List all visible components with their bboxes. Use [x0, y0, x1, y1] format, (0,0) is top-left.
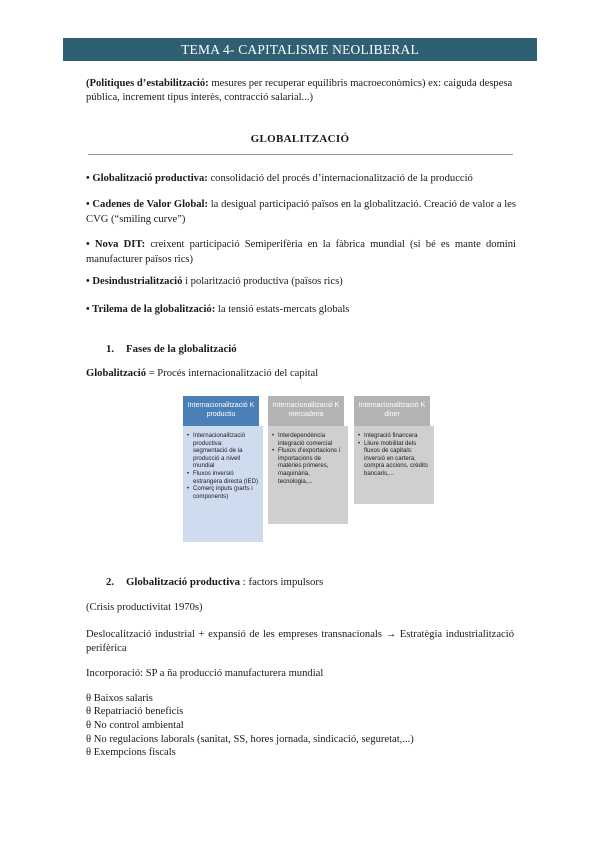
- diagram-column-body: [354, 426, 434, 504]
- definition-line: [86, 367, 514, 381]
- bullet-item: [86, 171, 516, 186]
- definition-term: Globalització: [86, 368, 147, 379]
- diagram-item: • Comerç inputs (parts i components): [187, 485, 259, 500]
- diagram-item: • Fluxos d’exportacions i importacions de matèries primeres, maquinària, tecnologia,...: [272, 447, 344, 485]
- subsection-number: 1.: [106, 343, 115, 355]
- factor-item: θ Exempcions fiscals: [86, 747, 176, 758]
- definition-text: = Procés internacionalització del capital: [146, 368, 319, 379]
- factor-item: θ No control ambiental: [86, 720, 184, 731]
- subsection-title-suffix: : factors impulsors: [240, 576, 324, 588]
- bullet-term: • Desindustrialització: [86, 276, 183, 287]
- globalization-phases-diagram: [183, 396, 433, 546]
- diagram-column-header: Internacionalització K mercaderia: [268, 396, 344, 426]
- intro-paragraph: [86, 77, 514, 105]
- bullet-text: consolidació del procés d’internacionalització de la producció: [207, 173, 473, 184]
- factor-item: θ Baixos salaris: [86, 693, 153, 704]
- deslocalitzacio-paragraph: Deslocalització industrial + expansió de les empreses transnacionals → Estratègia industrialització perifèrica: [86, 629, 514, 654]
- section-title: GLOBALITZACIÓ: [250, 133, 350, 145]
- bullet-term: • Trilema de la globalització:: [86, 304, 216, 315]
- diagram-item: • Internacionalització productiva: segmentació de la producció a nivell mundial: [187, 432, 259, 470]
- bullet-text: la tensió estats-mercats globals: [215, 304, 350, 315]
- subsection-number: 2.: [106, 576, 115, 588]
- subsection-heading: [106, 343, 237, 355]
- intro-text: mesures per recuperar equilibris macroeconòmics) ex: caiguda despesa pública, increment tipus interès, contracció salarial...): [86, 78, 513, 103]
- diagram-item: • Fluxos inversió estrangera directa (IED): [187, 470, 259, 485]
- factor-item: θ Repatriació beneficis: [86, 706, 184, 717]
- bullet-text: la desigual participació països en la globalització. Creació de valor a les CVG (“smiling curve”): [86, 199, 517, 225]
- bullet-item: [86, 197, 516, 227]
- diagram-column-body: [268, 426, 348, 524]
- bullet-term: • Cadenes de Valor Global:: [86, 199, 209, 210]
- subsection-title: Fases de la globalització: [126, 343, 237, 355]
- divider: [88, 154, 513, 155]
- bullet-item: [86, 274, 516, 289]
- intro-bold: (Politiques d’estabilització:: [86, 78, 209, 89]
- bullet-text: i polarització productiva (països rics): [182, 276, 343, 287]
- crisis-note: (Crisis productivitat 1970s): [86, 602, 203, 613]
- factor-item: θ No regulacions laborals (sanitat, SS, hores jornada, sindicació, seguretat,...): [86, 734, 414, 745]
- bullet-item: [86, 302, 516, 317]
- diagram-column-body: [183, 426, 263, 542]
- diagram-column-header: Internacionalització K diner: [354, 396, 430, 426]
- incorporacio-line: Incorporació: SP a ña producció manufacturera mundial: [86, 668, 324, 679]
- bullet-text: creixent participació Semiperifèria en la fàbrica mundial (si bé es mante domini manufacturer països rics): [86, 239, 516, 265]
- diagram-column-header: Internacionalització K productiu: [183, 396, 259, 426]
- subsection-heading: [106, 576, 323, 588]
- diagram-item: • Integració financera: [358, 432, 430, 440]
- subsection-title: Globalització productiva: [126, 576, 241, 588]
- bullet-item: [86, 237, 516, 267]
- bullet-term: • Globalització productiva:: [86, 173, 208, 184]
- diagram-item: • Lliure mobilitat dels fluxos de capitals: inversió en cartera, compra accions, crèdits bancaris,...: [358, 440, 430, 478]
- bullet-term: • Nova DIT:: [86, 239, 146, 250]
- diagram-item: • Interdependència integració comercial: [272, 432, 344, 447]
- page-title: TEMA 4- CAPITALISME NEOLIBERAL: [63, 38, 537, 61]
